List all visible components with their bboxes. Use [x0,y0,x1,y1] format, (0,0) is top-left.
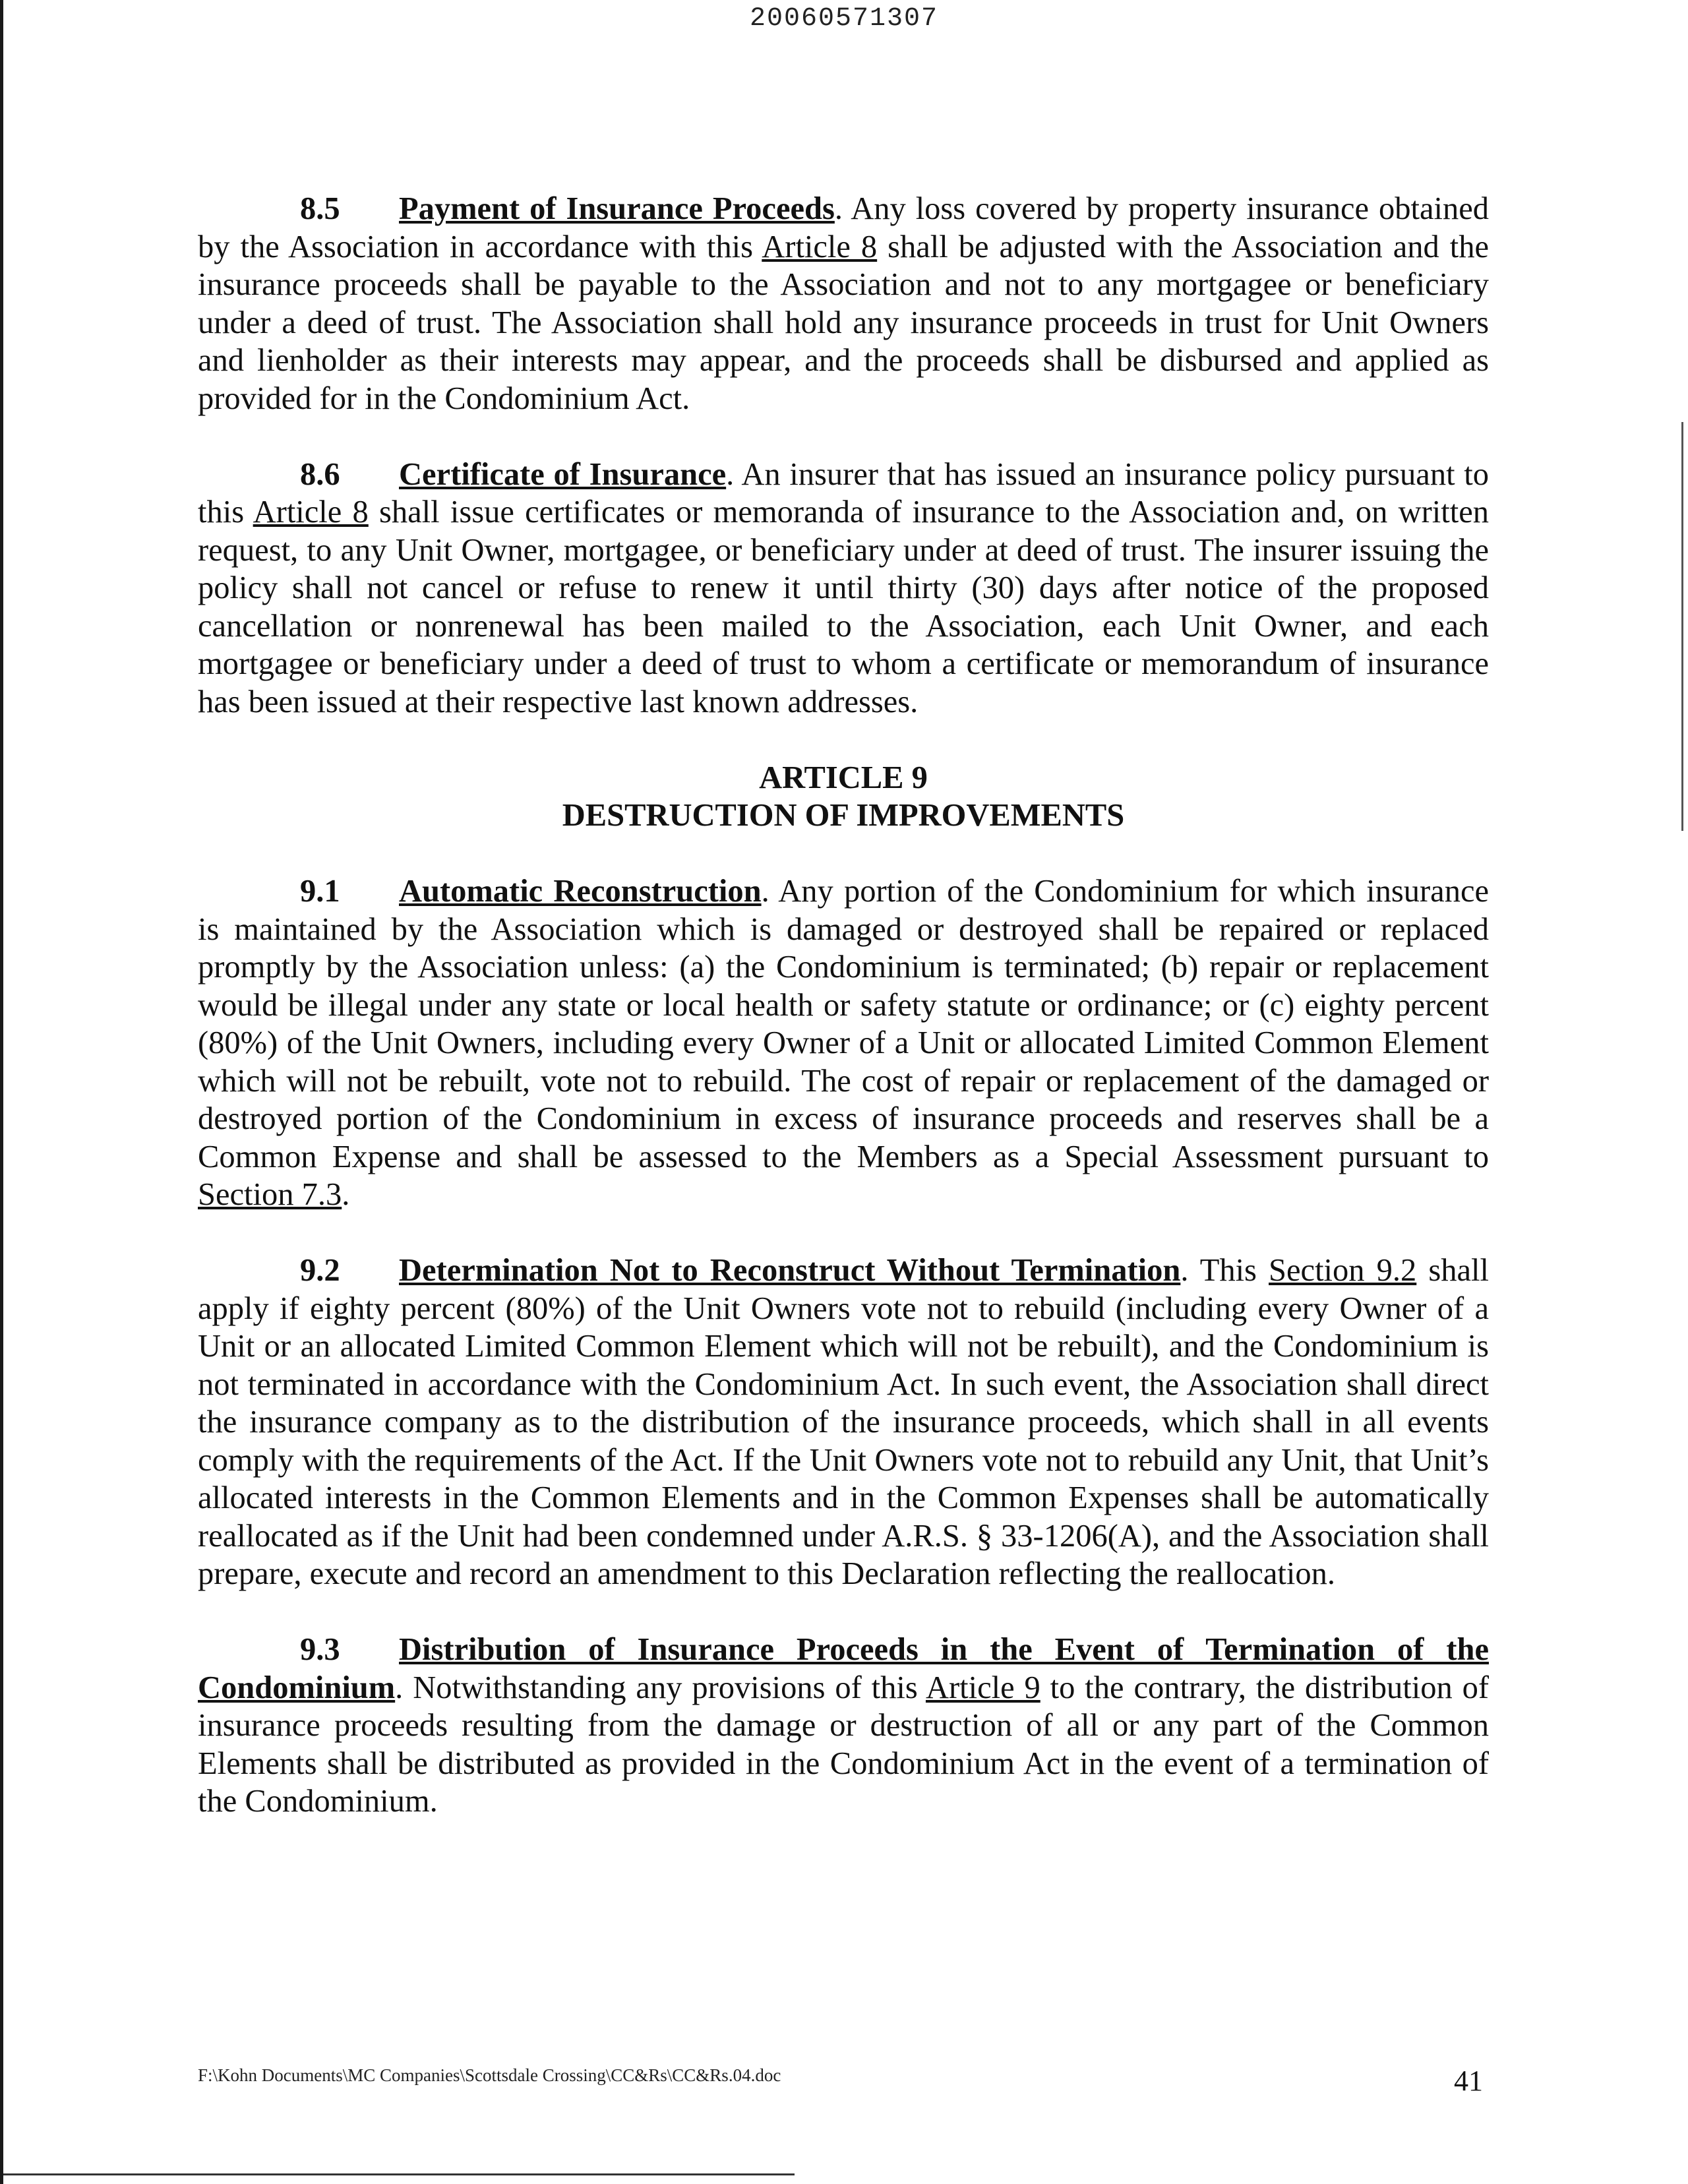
section-text: shall be adjusted with the Association and the insurance proceeds shall be payable to the Association and not to any mortgagee or beneficiary under a deed of trust. The Association shall hold any insurance proceeds in trust for Unit Owners and lienholder as their interests may appear, and the proceeds shall be disbursed and applied as provided for in the Condominium Act. [198,229,1489,416]
section-9-2 [198,1252,1489,1593]
scan-left-edge [0,0,3,2184]
article-reference: Article 8 [762,229,878,264]
section-9-3 [198,1631,1489,1821]
page-number: 41 [1454,2065,1483,2097]
section-title: Payment of Insurance Proceeds [399,191,835,226]
article-reference: Article 8 [253,495,369,530]
section-text: . This [1180,1253,1269,1288]
article-number: ARTICLE 9 [759,760,928,795]
section-text: shall issue certificates or memoranda of insurance to the Association and, on written request, to any Unit Owner, mortgagee, or beneficiary under at deed of trust. The insurer issuing the policy shall not cancel or refuse to renew it until thirty (30) days after notice of the proposed cancellation or nonrenewal has been mailed to the Association, each Unit Owner, and each mortgagee or beneficiary under a deed of trust to whom a certificate or memorandum of insurance has been issued at their respective last known addresses. [198,495,1490,719]
section-8-6 [198,456,1489,721]
section-number: 9.2 [300,1253,340,1288]
section-title: Distribution of Insurance Proceeds in the Event of Termination of the Condominium [198,1632,1489,1705]
article-heading [198,759,1489,835]
section-reference: Section 7.3 [198,1177,342,1212]
section-9-1 [198,872,1489,1214]
footer-file-path: F:\Kohn Documents\MC Companies\Scottsdale Crossing\CC&Rs\CC&Rs.04.doc [198,2065,781,2085]
section-text: . Notwithstanding any provisions of this [395,1670,926,1705]
section-text: . An insurer that has issued an insurance policy pursuant to this [198,456,1489,530]
section-title: Determination Not to Reconstruct Without Termination [399,1253,1181,1288]
section-reference: Section 9.2 [1269,1253,1417,1288]
section-number: 9.3 [300,1632,340,1667]
document-body [198,190,1489,1858]
scan-bottom-rule [3,2173,795,2175]
section-8-5 [198,190,1489,417]
scan-right-edge [1681,422,1683,831]
recording-number: 20060571307 [749,4,939,34]
section-text: . Any portion of the Condominium for which insurance is maintained by the Association which is damaged or destroyed shall be repaired or replaced promptly by the Association unless: (a) the Condominium is terminated; (b) repair or replacement would be illegal under any state or local health or safety statute or ordinance; or (c) eighty percent (80%) of the Unit Owners, including every Owner of a Unit or allocated Limited Common Element which will not be rebuilt, vote not to rebuild. The cost of repair or replacement of the damaged or destroyed portion of the Condominium in excess of insurance proceeds and reserves shall be a Common Expense and shall be assessed to the Members as a Special Assessment pursuant to [198,874,1490,1174]
section-text: to the contrary, the distribution of insurance proceeds resulting from the damage or destruction of all or any part of the Common Elements shall be distributed as provided in the Condominium Act in the event of a termination of the Condominium. [198,1670,1490,1819]
article-reference: Article 9 [925,1670,1040,1705]
section-text: . Any loss covered by property insurance obtained by the Association in accordance with this [198,191,1489,264]
section-number: 8.6 [300,456,340,492]
section-number: 8.5 [300,191,340,226]
article-title: DESTRUCTION OF IMPROVEMENTS [562,798,1125,833]
section-title: Automatic Reconstruction [399,874,762,909]
section-title: Certificate of Insurance [399,456,727,492]
section-text: . [342,1177,350,1212]
section-number: 9.1 [300,874,340,909]
section-text: shall apply if eighty percent (80%) of the Unit Owners vote not to rebuild (including every Owner of a Unit or an allocated Limited Common Element which will not be rebuilt), and the Condominium is not terminated in accordance with the Condominium Act. In such event, the Association shall direct the insurance company as to the distribution of the insurance proceeds, which shall in all events comply with the requirements of the Act. If the Unit Owners vote not to rebuild any Unit, that Unit’s allocated interests in the Common Elements and in the Common Expenses shall be automatically reallocated as if the Unit had been condemned under A.R.S. § 33-1206(A), and the Association shall prepare, execute and record an amendment to this Declaration reflecting the reallocation. [198,1253,1489,1591]
